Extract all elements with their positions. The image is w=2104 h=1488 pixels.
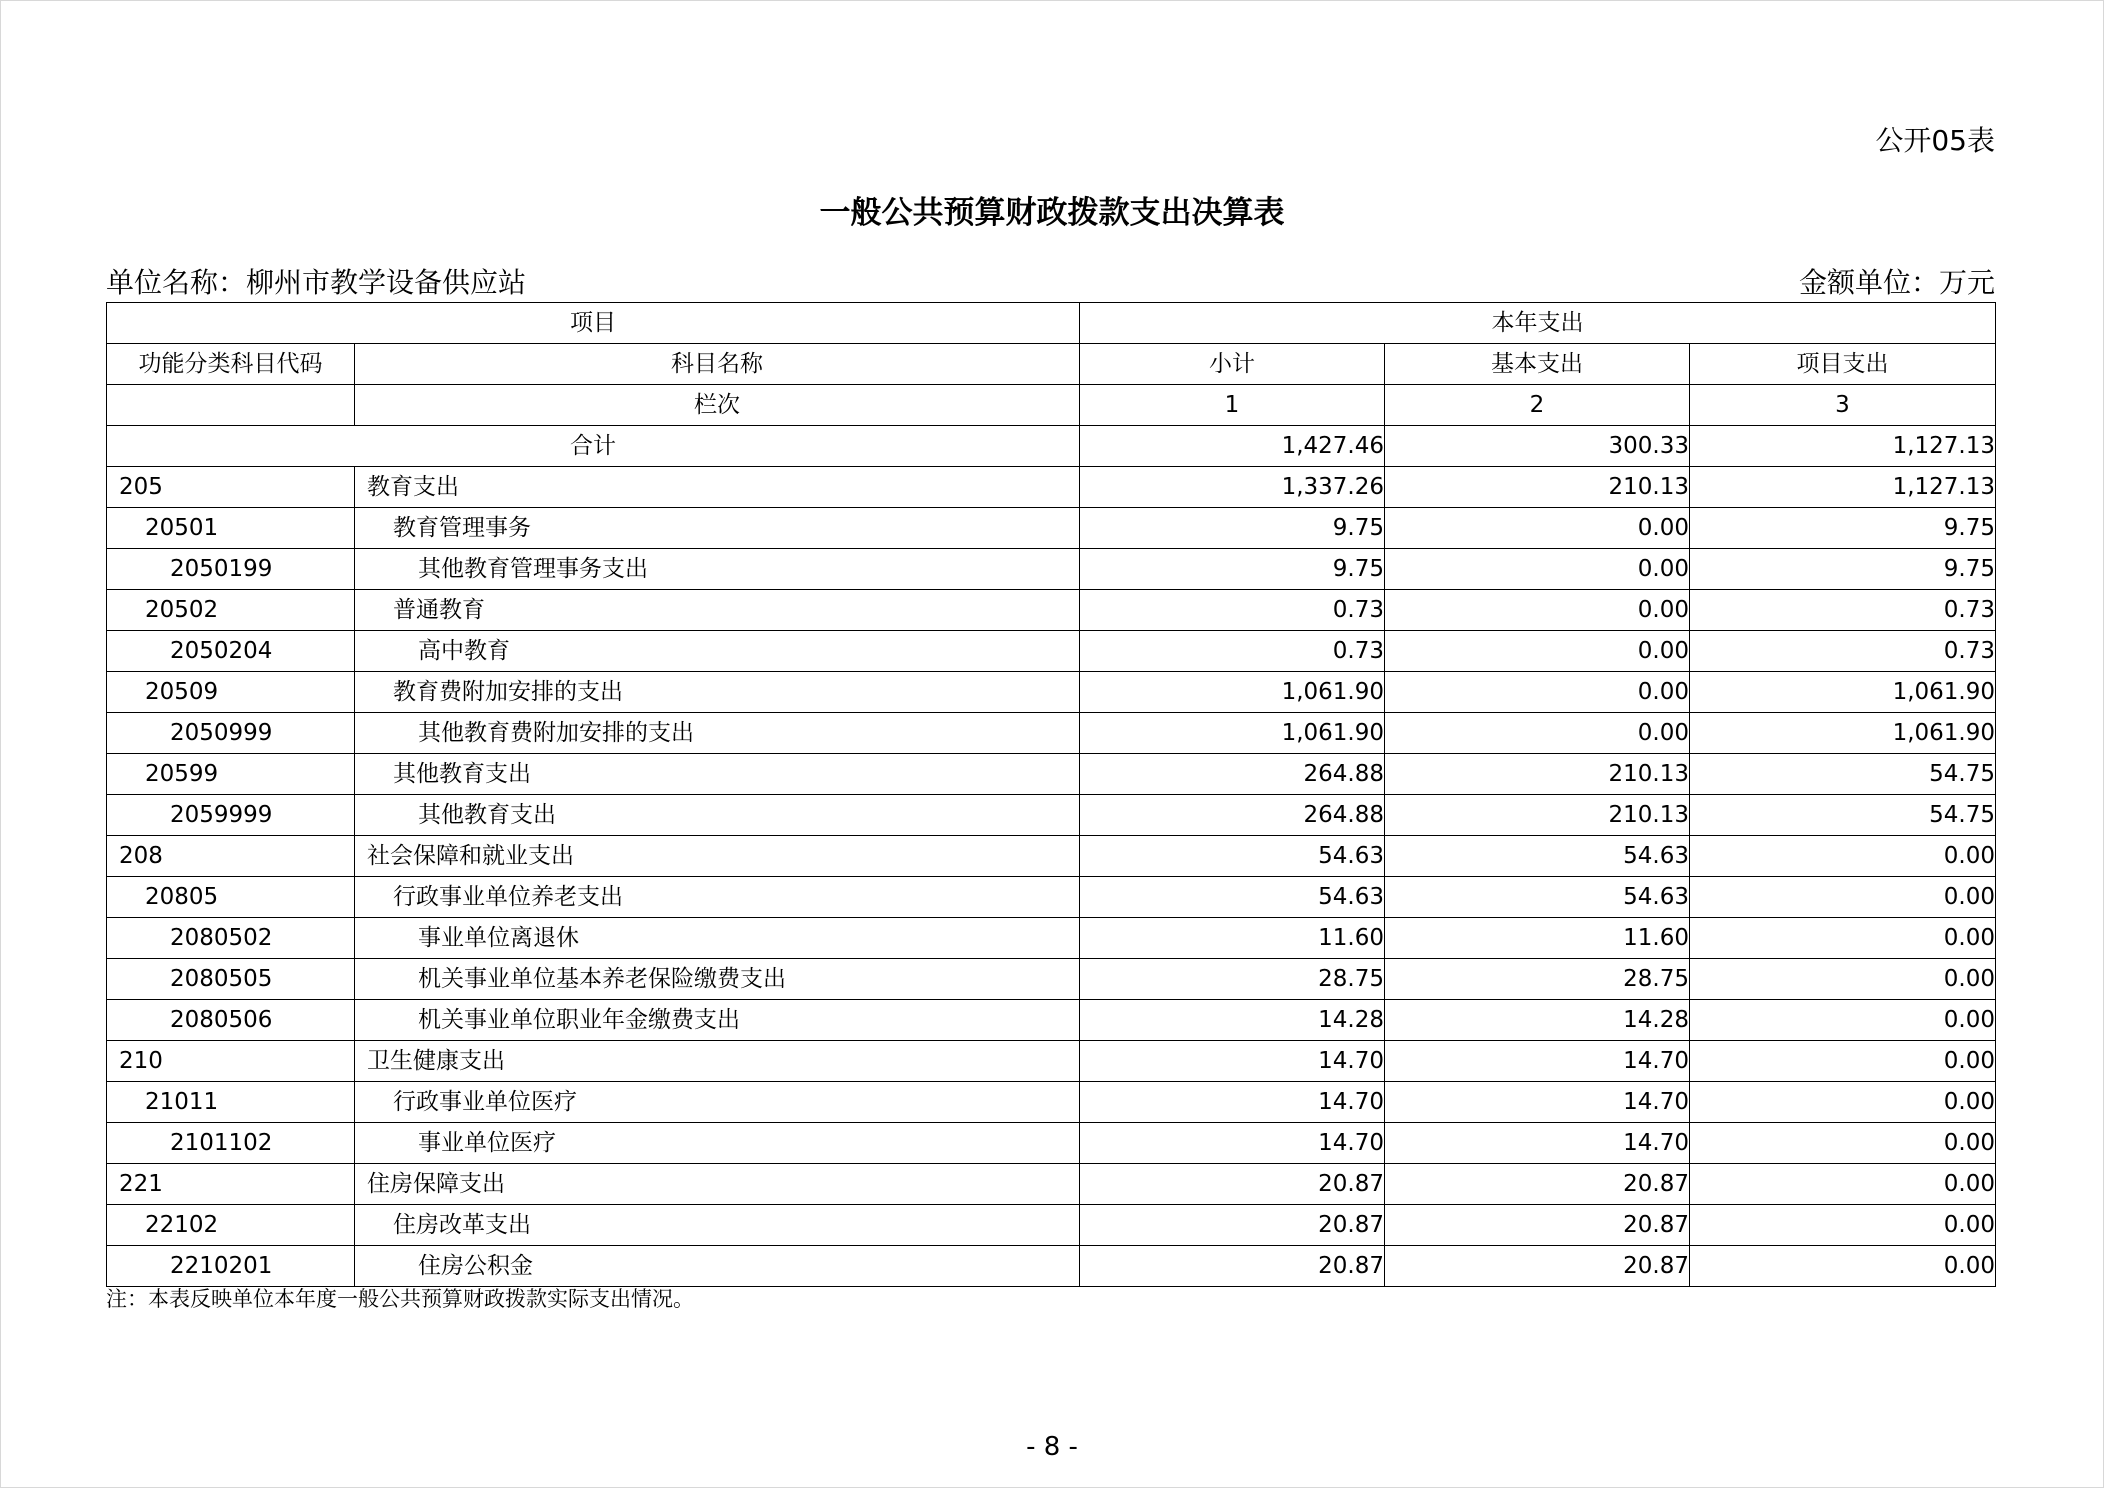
row-basic: 14.28 xyxy=(1385,1000,1690,1041)
row-code: 20502 xyxy=(107,590,355,631)
row-name: 行政事业单位医疗 xyxy=(355,1082,1080,1123)
row-code: 22102 xyxy=(107,1205,355,1246)
header-col-3: 3 xyxy=(1690,385,1996,426)
row-code: 2050999 xyxy=(107,713,355,754)
row-basic: 28.75 xyxy=(1385,959,1690,1000)
row-name: 事业单位医疗 xyxy=(355,1123,1080,1164)
row-basic: 0.00 xyxy=(1385,590,1690,631)
row-subtotal: 20.87 xyxy=(1080,1205,1385,1246)
header-project-expense: 项目支出 xyxy=(1690,344,1996,385)
header-current-year: 本年支出 xyxy=(1080,303,1996,344)
row-project: 0.00 xyxy=(1690,918,1996,959)
row-basic: 210.13 xyxy=(1385,795,1690,836)
table-row xyxy=(107,836,1996,877)
amount-unit: 金额单位：万元 xyxy=(1798,266,1995,299)
row-basic: 210.13 xyxy=(1385,467,1690,508)
row-code: 208 xyxy=(107,836,355,877)
row-basic: 14.70 xyxy=(1385,1041,1690,1082)
row-subtotal: 1,337.26 xyxy=(1080,467,1385,508)
page-title: 一般公共预算财政拨款支出决算表 xyxy=(819,195,1285,231)
row-name: 住房保障支出 xyxy=(355,1164,1080,1205)
row-name: 事业单位离退休 xyxy=(355,918,1080,959)
row-name: 其他教育费附加安排的支出 xyxy=(355,713,1080,754)
row-code: 210 xyxy=(107,1041,355,1082)
row-name: 卫生健康支出 xyxy=(355,1041,1080,1082)
row-basic: 20.87 xyxy=(1385,1246,1690,1287)
row-basic: 0.00 xyxy=(1385,631,1690,672)
row-subtotal: 54.63 xyxy=(1080,836,1385,877)
row-name: 社会保障和就业支出 xyxy=(355,836,1080,877)
header-row-2 xyxy=(107,344,1996,385)
budget-table xyxy=(106,302,1996,1287)
row-code: 20501 xyxy=(107,508,355,549)
header-row-3 xyxy=(107,385,1996,426)
table-row xyxy=(107,590,1996,631)
row-name: 高中教育 xyxy=(355,631,1080,672)
row-subtotal: 20.87 xyxy=(1080,1164,1385,1205)
row-project: 0.00 xyxy=(1690,1041,1996,1082)
row-code: 21011 xyxy=(107,1082,355,1123)
table-row xyxy=(107,1123,1996,1164)
header-project: 项目 xyxy=(107,303,1080,344)
header-basic: 基本支出 xyxy=(1385,344,1690,385)
header-name: 科目名称 xyxy=(355,344,1080,385)
total-project: 1,127.13 xyxy=(1690,426,1996,467)
row-project: 0.00 xyxy=(1690,959,1996,1000)
row-code: 2210201 xyxy=(107,1246,355,1287)
row-subtotal: 0.73 xyxy=(1080,590,1385,631)
row-basic: 210.13 xyxy=(1385,754,1690,795)
row-name: 普通教育 xyxy=(355,590,1080,631)
row-basic: 0.00 xyxy=(1385,549,1690,590)
header-code: 功能分类科目代码 xyxy=(107,344,355,385)
row-subtotal: 14.70 xyxy=(1080,1082,1385,1123)
row-code: 2050199 xyxy=(107,549,355,590)
row-project: 0.00 xyxy=(1690,836,1996,877)
row-name: 住房公积金 xyxy=(355,1246,1080,1287)
row-project: 1,127.13 xyxy=(1690,467,1996,508)
header-row-1 xyxy=(107,303,1996,344)
row-project: 54.75 xyxy=(1690,754,1996,795)
row-basic: 20.87 xyxy=(1385,1164,1690,1205)
table-row xyxy=(107,508,1996,549)
table-row xyxy=(107,1000,1996,1041)
table-row xyxy=(107,672,1996,713)
row-code: 205 xyxy=(107,467,355,508)
table-row xyxy=(107,467,1996,508)
row-code: 2080505 xyxy=(107,959,355,1000)
page-number: - 8 - xyxy=(1026,1432,1078,1462)
row-code: 2101102 xyxy=(107,1123,355,1164)
row-subtotal: 1,061.90 xyxy=(1080,672,1385,713)
table-row xyxy=(107,1205,1996,1246)
row-name: 其他教育管理事务支出 xyxy=(355,549,1080,590)
row-name: 教育管理事务 xyxy=(355,508,1080,549)
table-row xyxy=(107,1041,1996,1082)
unit-name: 单位名称：柳州市教学设备供应站 xyxy=(106,266,527,299)
row-subtotal: 14.28 xyxy=(1080,1000,1385,1041)
row-code: 2050204 xyxy=(107,631,355,672)
row-subtotal: 9.75 xyxy=(1080,508,1385,549)
row-project: 0.00 xyxy=(1690,1123,1996,1164)
row-project: 0.00 xyxy=(1690,1205,1996,1246)
row-project: 1,061.90 xyxy=(1690,713,1996,754)
row-name: 其他教育支出 xyxy=(355,754,1080,795)
row-name: 行政事业单位养老支出 xyxy=(355,877,1080,918)
table-row xyxy=(107,918,1996,959)
row-subtotal: 264.88 xyxy=(1080,754,1385,795)
total-basic: 300.33 xyxy=(1385,426,1690,467)
table-row xyxy=(107,631,1996,672)
row-code: 20599 xyxy=(107,754,355,795)
row-project: 0.00 xyxy=(1690,1000,1996,1041)
row-basic: 54.63 xyxy=(1385,836,1690,877)
row-subtotal: 14.70 xyxy=(1080,1123,1385,1164)
row-name: 其他教育支出 xyxy=(355,795,1080,836)
row-subtotal: 9.75 xyxy=(1080,549,1385,590)
row-name: 教育费附加安排的支出 xyxy=(355,672,1080,713)
row-project: 0.00 xyxy=(1690,877,1996,918)
table-row xyxy=(107,1246,1996,1287)
row-basic: 0.00 xyxy=(1385,713,1690,754)
table-row xyxy=(107,795,1996,836)
row-project: 0.73 xyxy=(1690,590,1996,631)
table-row xyxy=(107,877,1996,918)
table-row xyxy=(107,713,1996,754)
row-project: 0.00 xyxy=(1690,1246,1996,1287)
row-code: 20509 xyxy=(107,672,355,713)
row-subtotal: 1,061.90 xyxy=(1080,713,1385,754)
row-subtotal: 11.60 xyxy=(1080,918,1385,959)
table-row xyxy=(107,959,1996,1000)
header-col-2: 2 xyxy=(1385,385,1690,426)
row-basic: 14.70 xyxy=(1385,1123,1690,1164)
form-code: 公开05表 xyxy=(1875,124,1995,157)
row-code: 2080502 xyxy=(107,918,355,959)
table-row xyxy=(107,1082,1996,1123)
row-basic: 0.00 xyxy=(1385,672,1690,713)
row-project: 0.00 xyxy=(1690,1164,1996,1205)
row-name: 机关事业单位基本养老保险缴费支出 xyxy=(355,959,1080,1000)
row-code: 2059999 xyxy=(107,795,355,836)
row-project: 0.00 xyxy=(1690,1082,1996,1123)
row-project: 0.73 xyxy=(1690,631,1996,672)
row-project: 1,061.90 xyxy=(1690,672,1996,713)
row-basic: 20.87 xyxy=(1385,1205,1690,1246)
header-subtotal: 小计 xyxy=(1080,344,1385,385)
footnote: 注：本表反映单位本年度一般公共预算财政拨款实际支出情况。 xyxy=(106,1287,694,1311)
row-name: 住房改革支出 xyxy=(355,1205,1080,1246)
header-column-index: 栏次 xyxy=(355,385,1080,426)
row-subtotal: 28.75 xyxy=(1080,959,1385,1000)
header-col-1: 1 xyxy=(1080,385,1385,426)
row-subtotal: 0.73 xyxy=(1080,631,1385,672)
row-code: 20805 xyxy=(107,877,355,918)
row-basic: 0.00 xyxy=(1385,508,1690,549)
row-project: 54.75 xyxy=(1690,795,1996,836)
row-subtotal: 264.88 xyxy=(1080,795,1385,836)
row-basic: 14.70 xyxy=(1385,1082,1690,1123)
row-subtotal: 54.63 xyxy=(1080,877,1385,918)
table-row xyxy=(107,754,1996,795)
total-label: 合计 xyxy=(107,426,1080,467)
total-subtotal: 1,427.46 xyxy=(1080,426,1385,467)
row-subtotal: 14.70 xyxy=(1080,1041,1385,1082)
row-basic: 11.60 xyxy=(1385,918,1690,959)
table-row xyxy=(107,1164,1996,1205)
row-subtotal: 20.87 xyxy=(1080,1246,1385,1287)
header-empty-cell xyxy=(107,385,355,426)
row-project: 9.75 xyxy=(1690,549,1996,590)
row-name: 教育支出 xyxy=(355,467,1080,508)
row-code: 221 xyxy=(107,1164,355,1205)
row-name: 机关事业单位职业年金缴费支出 xyxy=(355,1000,1080,1041)
row-project: 9.75 xyxy=(1690,508,1996,549)
row-basic: 54.63 xyxy=(1385,877,1690,918)
total-row xyxy=(107,426,1996,467)
table-row xyxy=(107,549,1996,590)
row-code: 2080506 xyxy=(107,1000,355,1041)
